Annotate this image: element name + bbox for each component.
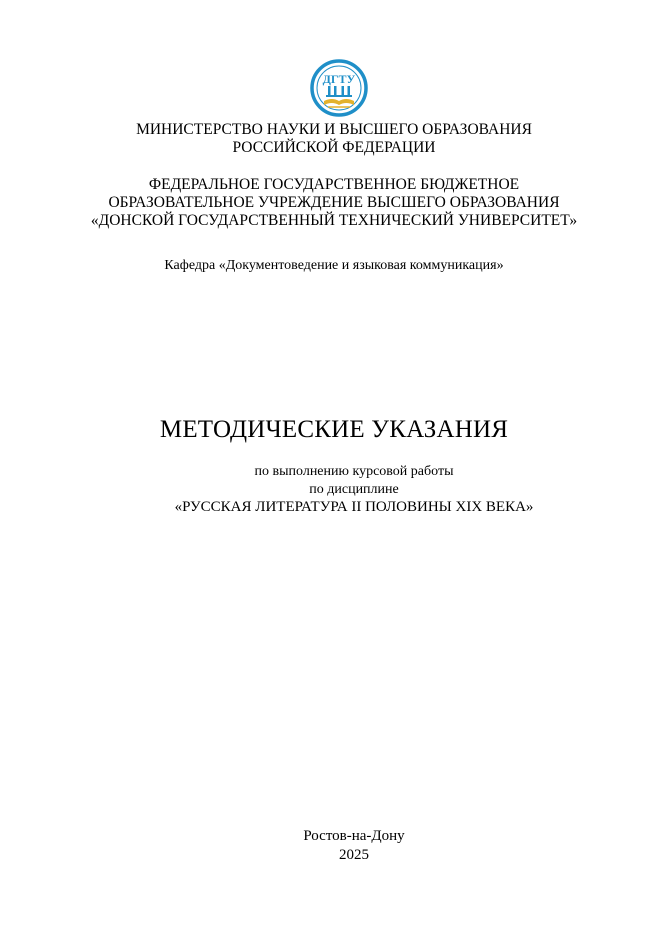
subtitle-line-1: по выполнению курсовой работы — [254, 464, 454, 479]
subtitle-line-2: по дисциплине — [309, 482, 399, 497]
discipline-name: «РУССКАЯ ЛИТЕРАТУРА II ПОЛОВИНЫ XIX ВЕКА» — [174, 499, 534, 515]
department-name: Кафедра «Документоведение и языковая коммуникация» — [164, 258, 504, 273]
university-logo — [308, 57, 370, 119]
logo-text: ДГТУ — [322, 72, 356, 86]
ministry-line-1: МИНИСТЕРСТВО НАУКИ И ВЫСШЕГО ОБРАЗОВАНИЯ — [136, 121, 532, 138]
document-title: МЕТОДИЧЕСКИЕ УКАЗАНИЯ — [159, 416, 509, 443]
institution-line-1: ФЕДЕРАЛЬНОЕ ГОСУДАРСТВЕННОЕ БЮДЖЕТНОЕ — [148, 176, 520, 193]
year: 2025 — [339, 847, 369, 863]
ministry-line-2: РОССИЙСКОЙ ФЕДЕРАЦИИ — [232, 139, 436, 156]
institution-line-3: «ДОНСКОЙ ГОСУДАРСТВЕННЫЙ ТЕХНИЧЕСКИЙ УНИВЕРСИТЕТ» — [90, 212, 578, 229]
city: Ростов-на-Дону — [303, 828, 405, 844]
institution-line-2: ОБРАЗОВАТЕЛЬНОЕ УЧРЕЖДЕНИЕ ВЫСШЕГО ОБРАЗОВАНИЯ — [108, 194, 560, 211]
